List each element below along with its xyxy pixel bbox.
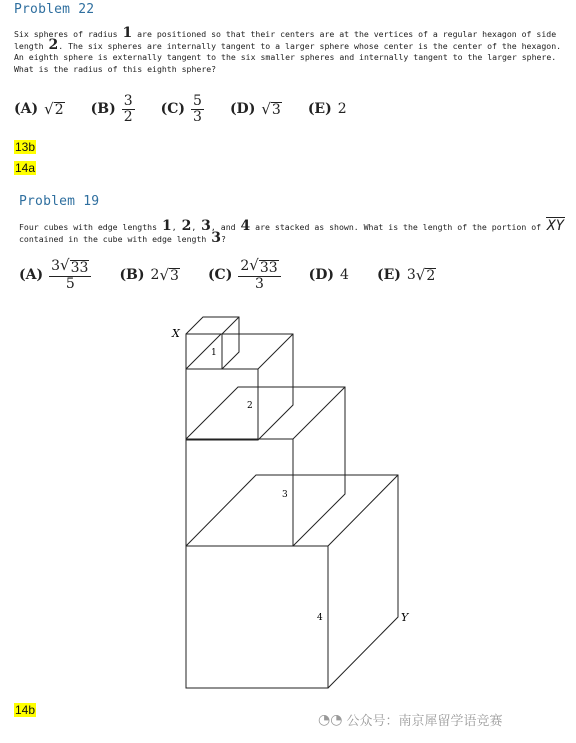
cube-1-label: 1 xyxy=(211,348,217,358)
cube-3-label: 3 xyxy=(282,490,288,500)
point-x-label: X xyxy=(172,327,180,340)
watermark: ◔◔ 公众号：南京犀留学语竞赛 xyxy=(318,711,503,729)
choice-b: (B) 2 √ 3 xyxy=(119,265,179,284)
point-y-label: Y xyxy=(401,611,409,624)
cube-2-label: 2 xyxy=(247,401,253,411)
segment-xy: XY xyxy=(547,218,564,234)
choice-e: (E) 2 xyxy=(307,101,347,118)
tag-13b: 13b xyxy=(15,140,36,154)
choice-b: (B) $\frac{3}{2}$ xyxy=(90,93,133,125)
choice-c: (C) $\frac{5}{3}$ xyxy=(160,93,202,125)
choice-a: (A) 3 √ 33 5 xyxy=(19,258,91,292)
choice-d: (D) √ 3 xyxy=(229,99,281,118)
wechat-icon: ◔◔ xyxy=(318,711,343,728)
problem-19-title: Problem 19 xyxy=(19,194,100,209)
problem-19-statement: Four cubes with edge lengths 1, 2, 3, and 4 are stacked as shown. What is the length of the portion of XY contained in the cube with edge length 3? xyxy=(19,218,564,247)
choice-e: (E) 3 √ 2 xyxy=(376,265,436,284)
choice-d: (D) 4 xyxy=(308,267,349,284)
problem-22-statement: Six spheres of radius 1 are positioned so that their centers are at the vertices of a regular hexagon of side length 2. The six spheres are internally tangent to a larger sphere whose center is the center of the hexagon. An eighth sphere is externally tangent to the six smaller spheres and internally tangent to the larger sphere. What is the radius of this eighth sphere? xyxy=(14,25,562,74)
cube-4-label: 4 xyxy=(317,613,323,623)
choice-c: (C) 2 √ 33 3 xyxy=(208,258,281,292)
tag-14a: 14a xyxy=(15,161,36,175)
cube-4 xyxy=(186,475,398,688)
problem-22-title: Problem 22 xyxy=(14,2,95,17)
tag-14b: 14b xyxy=(15,703,36,717)
choice-a: (A) √ 2 xyxy=(14,99,64,118)
